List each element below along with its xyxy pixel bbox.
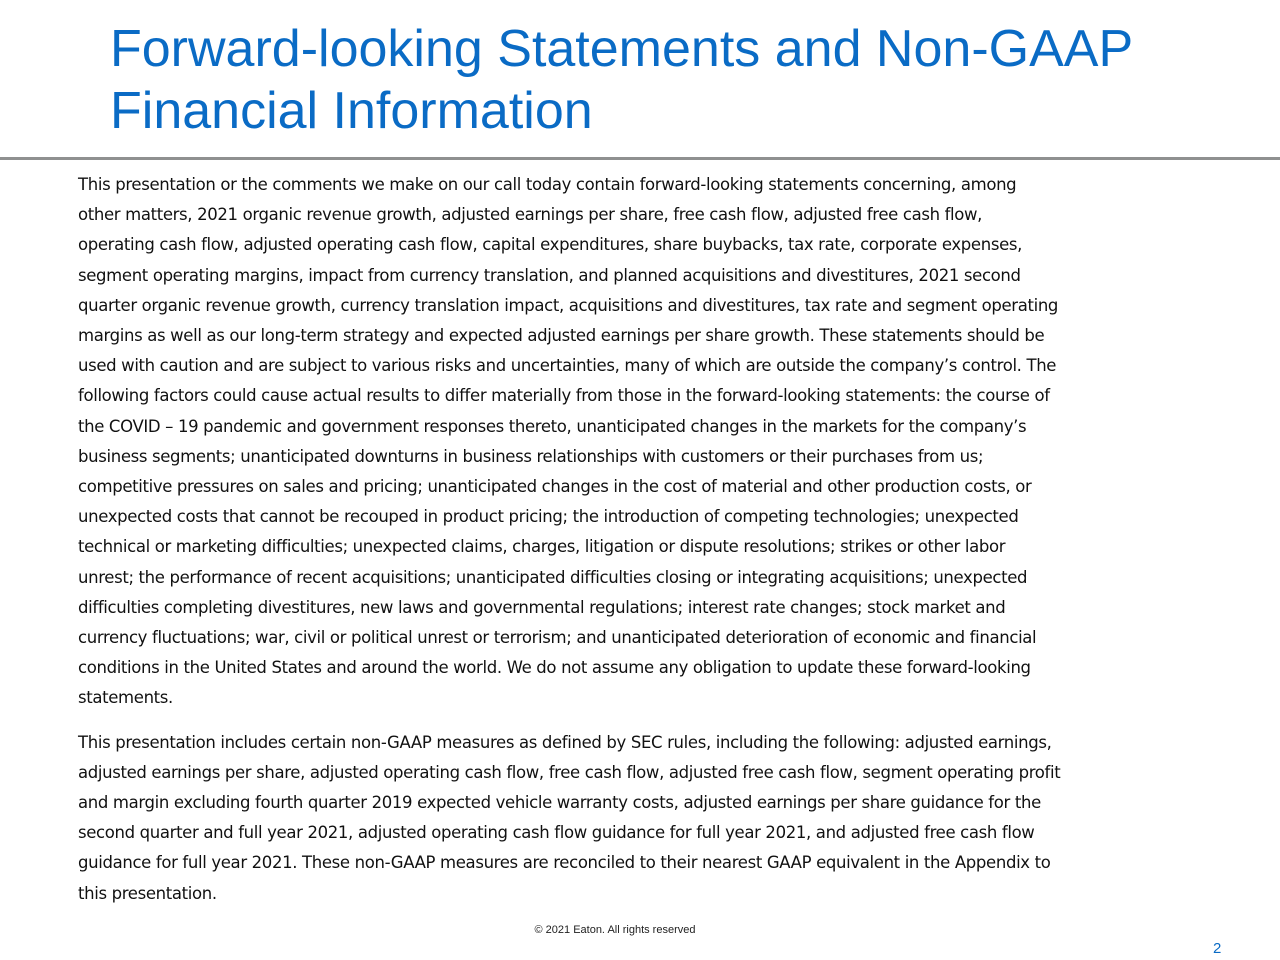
text-line: guidance for full year 2021. These non-GAAP measures are reconciled to their nearest GAAP equivalent in the Appendix to — [78, 853, 1051, 873]
text-line: business segments; unanticipated downturns in business relationships with customers or their purchases from us; — [78, 446, 984, 466]
text-line: unrest; the performance of recent acquisitions; unanticipated difficulties closing or integrating acquisitions; unexpected — [78, 567, 1028, 587]
title-line-1: Forward-looking Statements and Non-GAAP — [110, 20, 1134, 78]
non-gaap-paragraph — [78, 728, 1263, 909]
text-line: unexpected costs that cannot be recouped in product pricing; the introduction of competing technologies; unexpected — [78, 507, 1019, 527]
text-line: margins as well as our long-term strategy and expected adjusted earnings per share growth. These statements should be — [78, 326, 1045, 346]
text-line: difficulties completing divestitures, new laws and governmental regulations; interest rate changes; stock market and — [78, 597, 1006, 617]
text-line: quarter organic revenue growth, currency translation impact, acquisitions and divestitures, tax rate and segment operating — [78, 295, 1059, 315]
page-number: 2 — [1213, 940, 1222, 957]
title-divider — [0, 157, 1280, 160]
text-line: technical or marketing difficulties; unexpected claims, charges, litigation or dispute resolutions; strikes or other labor — [78, 537, 1006, 557]
text-line: conditions in the United States and around the world. We do not assume any obligation to update these forward-looking — [78, 658, 1031, 678]
text-line: this presentation. — [78, 883, 217, 903]
text-line: the COVID – 19 pandemic and government responses thereto, unanticipated changes in the markets for the company’s — [78, 416, 1027, 436]
text-line: adjusted earnings per share, adjusted operating cash flow, free cash flow, adjusted free cash flow, segment operating profit — [78, 762, 1061, 782]
title-line-2: Financial Information — [110, 82, 593, 140]
text-line: other matters, 2021 organic revenue growth, adjusted earnings per share, free cash flow, adjusted free cash flow, — [78, 205, 983, 225]
text-line: statements. — [78, 688, 173, 708]
text-line: This presentation or the comments we make on our call today contain forward-looking statements concerning, among — [78, 175, 1017, 194]
text-line: operating cash flow, adjusted operating cash flow, capital expenditures, share buybacks, tax rate, corporate expenses, — [78, 235, 1023, 255]
text-line: second quarter and full year 2021, adjusted operating cash flow guidance for full year 2021, and adjusted free cash flow — [78, 823, 1035, 843]
text-line: following factors could cause actual results to differ materially from those in the forward-looking statements: the course of — [78, 386, 1050, 406]
text-line: currency fluctuations; war, civil or political unrest or terrorism; and unanticipated deterioration of economic and financial — [78, 628, 1037, 648]
page-title — [110, 18, 1260, 142]
forward-looking-paragraph — [78, 170, 1263, 714]
text-line: This presentation includes certain non-GAAP measures as defined by SEC rules, including the following: adjusted earnings, — [78, 732, 1052, 752]
text-line: used with caution and are subject to various risks and uncertainties, many of which are outside the company’s control. The — [78, 356, 1057, 376]
copyright-notice: © 2021 Eaton. All rights reserved — [534, 924, 696, 936]
text-line: competitive pressures on sales and pricing; unanticipated changes in the cost of material and other production costs, or — [78, 477, 1032, 497]
text-line: segment operating margins, impact from currency translation, and planned acquisitions and divestitures, 2021 second — [78, 265, 1021, 285]
text-line: and margin excluding fourth quarter 2019 expected vehicle warranty costs, adjusted earnings per share guidance for the — [78, 793, 1041, 813]
slide-body — [78, 170, 1263, 909]
